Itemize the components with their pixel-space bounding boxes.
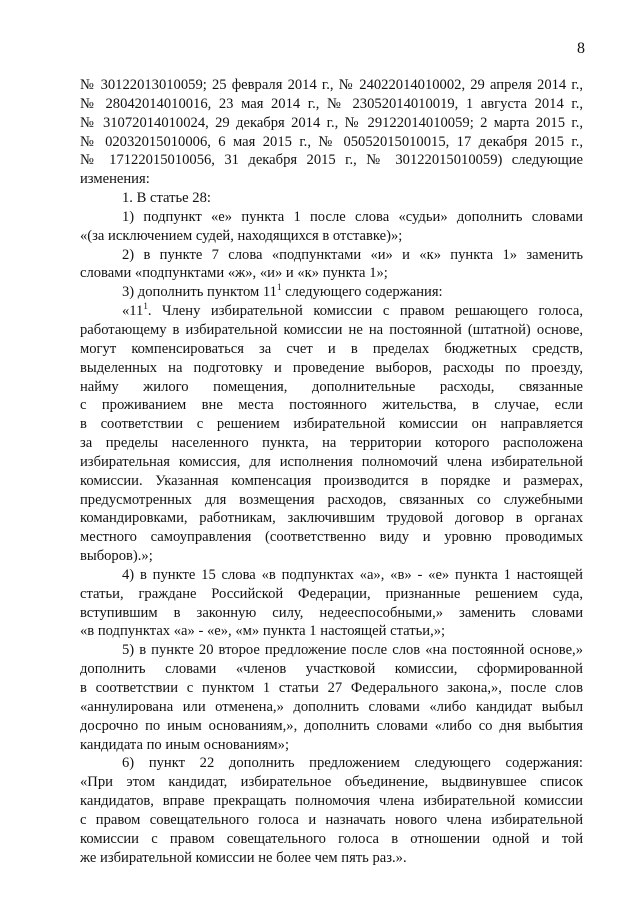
text-line	[80, 302, 583, 321]
text-line	[80, 641, 583, 660]
line-text: «в подпунктах «а» - «е», «м» пункта 1 настоящей статьи,»;	[80, 623, 446, 640]
text-line	[80, 491, 583, 510]
text-line	[80, 453, 583, 472]
text-line	[80, 95, 583, 114]
text-line	[80, 773, 583, 792]
line-text: № 02032015010006, 6 мая 2015 г., № 05052015010015, 17 декабря 2015 г.,	[80, 133, 583, 150]
text-line	[80, 547, 583, 566]
text-line	[80, 528, 583, 547]
text-line	[80, 849, 583, 868]
text-line	[80, 340, 583, 359]
line-text: 5) в пункте 20 второе предложение после слов «на постоянной основе,»	[122, 642, 583, 659]
text-line	[80, 830, 583, 849]
text-line	[80, 604, 583, 623]
line-text: местного самоуправления (соответственно виду и уровню проводимых	[80, 529, 583, 546]
line-text: дополнить словами «членов участковой комиссии, сформированной	[80, 661, 583, 678]
line-text: командировками, работникам, заключившим трудовой договор в органах	[80, 510, 583, 527]
line-text: 1. В статье 28:	[122, 190, 211, 207]
text-line	[80, 189, 583, 208]
superscript: 1	[143, 301, 148, 312]
line-text-continued: следующего содержания:	[281, 284, 443, 301]
text-line	[80, 415, 583, 434]
text-line	[80, 396, 583, 415]
line-text: кандидатов, вправе прекращать полномочия члена избирательной комиссии	[80, 793, 583, 810]
line-text: работающему в избирательной комиссии не на постоянной (штатной) основе,	[80, 321, 583, 338]
line-text: статьи, граждане Российской Федерации, признанные решением суда,	[80, 585, 583, 602]
line-text: «При этом кандидат, избирательное объединение, выдвинувшее список	[80, 774, 583, 791]
text-line	[80, 717, 583, 736]
page-number: 8	[577, 40, 585, 57]
line-text: выделенных на подготовку и проведение выборов, расходы по проезду,	[80, 359, 583, 376]
document-body	[80, 76, 583, 867]
line-text: в соответствии с пунктом 1 статьи 27 Федерального закона,», после слов	[80, 680, 583, 696]
text-line	[80, 509, 583, 528]
text-line	[80, 811, 583, 830]
text-line	[80, 622, 583, 641]
superscript: 1	[276, 282, 282, 293]
text-line	[80, 679, 583, 698]
text-line	[80, 151, 583, 170]
text-line	[80, 227, 583, 246]
line-text: выборов).»;	[80, 548, 153, 565]
text-line	[80, 264, 583, 283]
line-text: могут компенсироваться за счет и в пределах бюджетных средств,	[80, 340, 583, 357]
text-line	[80, 76, 583, 95]
text-line	[80, 585, 583, 604]
line-text: изменения:	[80, 171, 150, 188]
text-line	[80, 736, 583, 755]
text-line	[80, 246, 583, 265]
text-line	[80, 698, 583, 717]
text-line	[80, 378, 583, 397]
line-text: № 17122015010056, 31 декабря 2015 г., № 30122015010059) следующие	[80, 152, 583, 169]
text-line	[80, 359, 583, 378]
line-text: досрочно по иным основаниям,», дополнить словами «либо со дня выбытия	[80, 717, 583, 734]
text-line	[80, 472, 583, 491]
text-line	[80, 283, 583, 302]
line-text: 2) в пункте 7 слова «подпунктами «и» и «к» пункта 1» заменить	[122, 246, 583, 263]
line-text: вступившим в законную силу, недееспособными,» заменить словами	[80, 604, 583, 621]
line-text: № 30122013010059; 25 февраля 2014 г., № 24022014010002, 29 апреля 2014 г.,	[80, 77, 583, 93]
line-text: найму жилого помещения, дополнительные расходы, связанные	[80, 378, 583, 395]
line-text: комиссии с правом совещательного голоса в отношении одной и той	[80, 830, 583, 847]
line-text: с проживанием вне места постоянного жительства, в случае, если	[80, 397, 583, 414]
text-line	[80, 792, 583, 811]
line-text: «11	[122, 303, 144, 320]
line-text: «(за исключением судей, находящихся в отставке)»;	[80, 227, 403, 244]
text-line	[80, 133, 583, 152]
line-text: № 28042014010016, 23 мая 2014 г., № 23052014010019, 1 августа 2014 г.,	[80, 95, 583, 112]
line-text: № 31072014010024, 29 декабря 2014 г., № 29122014010059; 2 марта 2015 г.,	[80, 114, 583, 131]
text-line	[80, 754, 583, 773]
line-text: с правом совещательного голоса и назначать нового члена избирательной	[80, 811, 583, 828]
line-text: в соответствии с решением избирательной комиссии он направляется	[80, 416, 583, 433]
line-text: 3) дополнить пунктом 11	[122, 284, 277, 301]
text-line	[80, 170, 583, 189]
line-text: 6) пункт 22 дополнить предложением следующего содержания:	[122, 755, 583, 772]
text-line	[80, 434, 583, 453]
text-line	[80, 566, 583, 585]
line-text: словами «подпунктами «ж», «и» и «к» пункта 1»;	[80, 265, 388, 282]
line-text: предусмотренных для возмещения расходов, связанных со служебными	[80, 491, 583, 508]
text-line	[80, 660, 583, 679]
text-line	[80, 208, 583, 227]
line-text: же избирательной комиссии не более чем пять раз.».	[80, 849, 407, 866]
line-text: кандидата по иным основаниям»;	[80, 736, 290, 753]
line-text: избирательная комиссия, для исполнения полномочий члена избирательной	[80, 453, 583, 470]
line-text-continued: . Члену избирательной комиссии с правом решающего голоса,	[147, 303, 583, 320]
line-text: за пределы населенного пункта, на территории которого расположена	[80, 435, 583, 452]
line-text: «аннулирована или отменена,» дополнить словами «либо кандидат выбыл	[80, 698, 583, 715]
line-text: 4) в пункте 15 слова «в подпунктах «а», «в» - «е» пункта 1 настоящей	[122, 566, 583, 583]
text-line	[80, 321, 583, 340]
line-text: 1) подпункт «е» пункта 1 после слова «судьи» дополнить словами	[122, 208, 583, 225]
line-text: комиссии. Указанная компенсация производится в порядке и размерах,	[80, 472, 583, 489]
text-line	[80, 114, 583, 133]
